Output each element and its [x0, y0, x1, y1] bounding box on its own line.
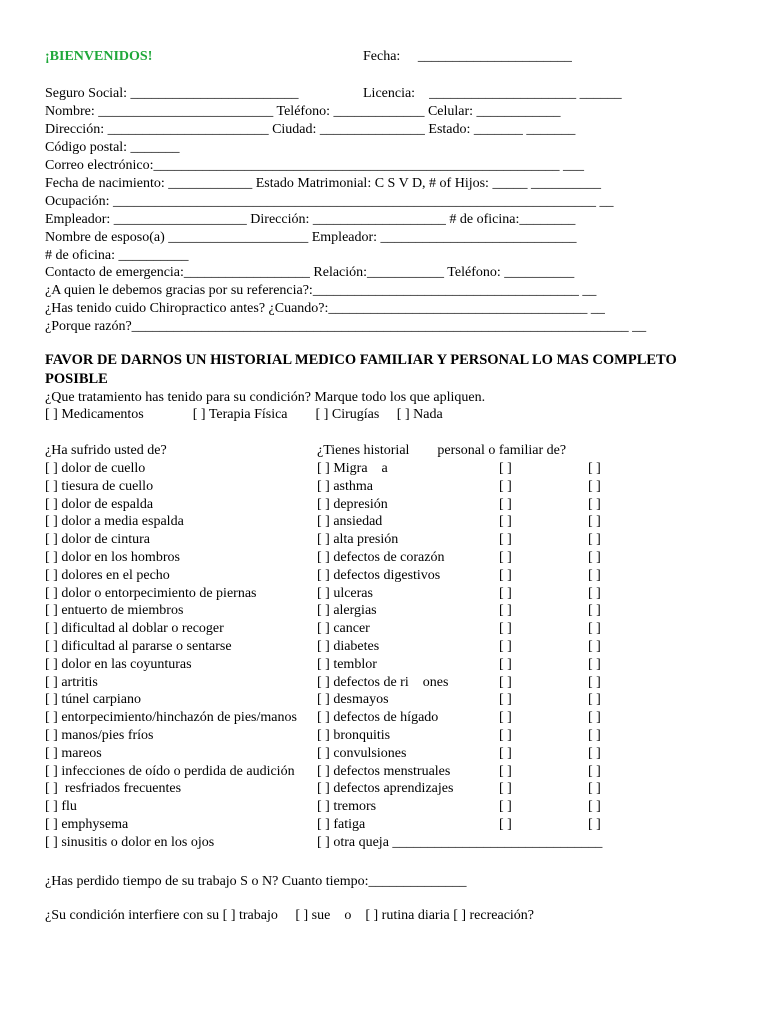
family-checkbox[interactable]: [ ] — [588, 656, 601, 672]
personal-checkbox[interactable]: [ ] — [499, 781, 512, 797]
family-checkbox[interactable]: [ ] — [588, 550, 601, 565]
license-field[interactable]: Licencia: _____________________ ______ — [363, 86, 622, 101]
history-checkbox[interactable]: [ ] Migra a — [317, 461, 388, 476]
history-checkbox[interactable]: [ ] defectos de corazón — [317, 550, 445, 565]
symptom-checkbox[interactable]: [ ] artritis — [45, 674, 98, 690]
symptom-checkbox[interactable]: [ ] dolores en el pecho — [45, 567, 170, 583]
history-checkbox[interactable]: [ ] defectos de hígado — [317, 710, 439, 726]
symptom-checkbox[interactable]: [ ] entorpecimiento/hinchazón de pies/manos — [45, 710, 297, 726]
personal-checkbox[interactable]: [ ] — [499, 478, 512, 494]
reason-field[interactable]: ¿Porque razón?_______________________________________________________________________ __ — [45, 319, 647, 334]
history-checkbox[interactable]: [ ] desmayos — [317, 692, 389, 708]
personal-checkbox[interactable]: [ ] — [499, 656, 512, 672]
family-checkbox[interactable]: [ ] — [588, 478, 601, 494]
history-checkbox[interactable]: [ ] defectos de ri ones — [317, 674, 449, 690]
family-checkbox[interactable]: [ ] — [588, 514, 601, 530]
emergency-contact-field[interactable]: Contacto de emergencia:__________________ Relación:___________ Teléfono: __________ — [45, 265, 575, 280]
personal-checkbox[interactable]: [ ] — [499, 550, 512, 565]
personal-checkbox[interactable]: [ ] — [499, 514, 512, 530]
history-heading-2: POSIBLE — [45, 371, 108, 387]
office-number-field[interactable]: # de oficina: __________ — [45, 248, 189, 263]
symptom-checkbox[interactable]: [ ] sinusitis o dolor en los ojos — [45, 834, 215, 850]
symptom-checkbox[interactable]: [ ] tiesura de cuello — [45, 478, 154, 494]
personal-checkbox[interactable]: [ ] — [499, 585, 512, 601]
symptom-checkbox[interactable]: [ ] dificultad al doblar o recoger — [45, 621, 224, 637]
family-checkbox[interactable]: [ ] — [588, 799, 601, 815]
personal-checkbox[interactable]: [ ] — [499, 496, 512, 512]
family-checkbox[interactable]: [ ] — [588, 710, 601, 726]
family-checkbox[interactable]: [ ] — [588, 603, 601, 619]
email-field[interactable]: Correo electrónico:__________________________________________________________ ___ — [45, 158, 584, 173]
family-checkbox[interactable]: [ ] — [588, 496, 601, 512]
symptom-checkbox[interactable]: [ ] dolor de cintura — [45, 532, 150, 548]
family-checkbox[interactable]: [ ] — [588, 763, 601, 779]
history-checkbox[interactable]: [ ] alergias — [317, 603, 377, 619]
symptom-checkbox[interactable]: [ ] flu — [45, 799, 77, 815]
family-checkbox[interactable]: [ ] — [588, 585, 601, 601]
family-checkbox[interactable]: [ ] — [588, 674, 601, 690]
symptom-checkbox[interactable]: [ ] dolor a media espalda — [45, 514, 184, 530]
spouse-field[interactable]: Nombre de esposo(a) ____________________ Empleador: ____________________________ — [45, 230, 577, 245]
history-heading: FAVOR DE DARNOS UN HISTORIAL MEDICO FAMILIAR Y PERSONAL LO MAS COMPLETO — [45, 352, 677, 368]
family-checkbox[interactable]: [ ] — [588, 461, 601, 476]
history-checkbox[interactable]: [ ] defectos aprendizajes — [317, 781, 454, 797]
personal-checkbox[interactable]: [ ] — [499, 603, 512, 619]
name-phone-field[interactable]: Nombre: _________________________ Teléfono: _____________ Celular: ____________ — [45, 104, 561, 119]
employer-field[interactable]: Empleador: ___________________ Dirección: ___________________ # de oficina:________ — [45, 212, 576, 227]
history-checkbox[interactable]: [ ] otra queja ______________________________ — [317, 834, 603, 850]
history-header: ¿Tienes historial personal o familiar de? — [317, 443, 567, 458]
social-security-field[interactable]: Seguro Social: ________________________ — [45, 86, 299, 101]
symptom-checkbox[interactable]: [ ] emphysema — [45, 817, 129, 832]
personal-checkbox[interactable]: [ ] — [499, 621, 512, 637]
symptom-checkbox[interactable]: [ ] mareos — [45, 745, 102, 761]
history-checkbox[interactable]: [ ] bronquitis — [317, 728, 391, 743]
history-checkbox[interactable]: [ ] convulsiones — [317, 745, 407, 761]
family-checkbox[interactable]: [ ] — [588, 621, 601, 637]
family-checkbox[interactable]: [ ] — [588, 639, 601, 654]
history-checkbox[interactable]: [ ] cancer — [317, 621, 370, 637]
personal-checkbox[interactable]: [ ] — [499, 532, 512, 548]
history-checkbox[interactable]: [ ] ansiedad — [317, 514, 383, 530]
history-checkbox[interactable]: [ ] defectos menstruales — [317, 763, 451, 779]
family-checkbox[interactable]: [ ] — [588, 817, 601, 832]
suffered-header: ¿Ha sufrido usted de? — [45, 443, 167, 458]
history-checkbox[interactable]: [ ] temblor — [317, 656, 377, 672]
personal-checkbox[interactable]: [ ] — [499, 745, 512, 761]
symptom-checkbox[interactable]: [ ] infecciones de oído o perdida de audición — [45, 763, 295, 779]
personal-checkbox[interactable]: [ ] — [499, 461, 512, 476]
occupation-field[interactable]: Ocupación: _____________________________________________________________________ __ — [45, 194, 614, 209]
family-checkbox[interactable]: [ ] — [588, 532, 601, 548]
personal-checkbox[interactable]: [ ] — [499, 674, 512, 690]
family-checkbox[interactable]: [ ] — [588, 781, 601, 797]
symptom-checkbox[interactable]: [ ] dificultad al pararse o sentarse — [45, 639, 232, 654]
family-checkbox[interactable]: [ ] — [588, 567, 601, 583]
welcome-title: ¡BIENVENIDOS! — [45, 49, 153, 64]
address-city-field[interactable]: Dirección: _______________________ Ciudad: _______________ Estado: _______ _______ — [45, 122, 576, 137]
personal-checkbox[interactable]: [ ] — [499, 639, 512, 654]
prior-chiro-field[interactable]: ¿Has tenido cuido Chiropractico antes? ¿Cuando?:_____________________________________ __ — [45, 301, 605, 316]
symptom-checkbox[interactable]: [ ] dolor en los hombros — [45, 550, 180, 565]
date-field[interactable]: Fecha: ______________________ — [363, 49, 572, 64]
history-checkbox[interactable]: [ ] fatiga — [317, 817, 366, 832]
treatment-question: ¿Que tratamiento has tenido para su condición? Marque todo los que apliquen. — [45, 390, 486, 405]
history-checkbox[interactable]: [ ] alta presión — [317, 532, 399, 548]
personal-checkbox[interactable]: [ ] — [499, 799, 512, 815]
referral-field[interactable]: ¿A quien le debemos gracias por su referencia?:______________________________________ __ — [45, 283, 597, 298]
symptom-checkbox[interactable]: [ ] dolor de cuello — [45, 461, 146, 476]
postal-code-field[interactable]: Código postal: _______ — [45, 140, 180, 155]
personal-checkbox[interactable]: [ ] — [499, 692, 512, 708]
symptom-checkbox[interactable]: [ ] dolor de espalda — [45, 496, 154, 512]
interference-question[interactable]: ¿Su condición interfiere con su [ ] trabajo [ ] sue o [ ] rutina diaria [ ] recreación? — [45, 908, 535, 923]
symptom-checkbox[interactable]: [ ] dolor o entorpecimiento de piernas — [45, 585, 257, 601]
history-checkbox[interactable]: [ ] asthma — [317, 478, 373, 494]
history-checkbox[interactable]: [ ] defectos digestivos — [317, 567, 441, 583]
personal-checkbox[interactable]: [ ] — [499, 710, 512, 726]
history-checkbox[interactable]: [ ] tremors — [317, 799, 377, 815]
symptom-checkbox[interactable]: [ ] túnel carpiano — [45, 692, 142, 708]
symptom-checkbox[interactable]: [ ] resfriados frecuentes — [45, 781, 182, 797]
time-lost-question[interactable]: ¿Has perdido tiempo de su trabajo S o N? Cuanto tiempo:______________ — [45, 874, 467, 889]
personal-checkbox[interactable]: [ ] — [499, 567, 512, 583]
history-checkbox[interactable]: [ ] depresión — [317, 496, 388, 512]
family-checkbox[interactable]: [ ] — [588, 692, 601, 708]
personal-checkbox[interactable]: [ ] — [499, 763, 512, 779]
symptom-checkbox[interactable]: [ ] dolor en las coyunturas — [45, 656, 192, 672]
history-checkbox[interactable]: [ ] ulceras — [317, 585, 373, 601]
history-checkbox[interactable]: [ ] diabetes — [317, 639, 380, 654]
personal-checkbox[interactable]: [ ] — [499, 728, 512, 743]
symptom-checkbox[interactable]: [ ] manos/pies fríos — [45, 728, 154, 743]
treatment-options[interactable]: [ ] Medicamentos [ ] Terapia Física [ ] Cirugías [ ] Nada — [45, 407, 443, 422]
family-checkbox[interactable]: [ ] — [588, 745, 601, 761]
family-checkbox[interactable]: [ ] — [588, 728, 601, 743]
birthdate-marital-field[interactable]: Fecha de nacimiento: ____________ Estado Matrimonial: C S V D, # of Hijos: _____ __________ — [45, 176, 601, 191]
symptom-checkbox[interactable]: [ ] entuerto de miembros — [45, 603, 184, 619]
personal-checkbox[interactable]: [ ] — [499, 817, 512, 832]
